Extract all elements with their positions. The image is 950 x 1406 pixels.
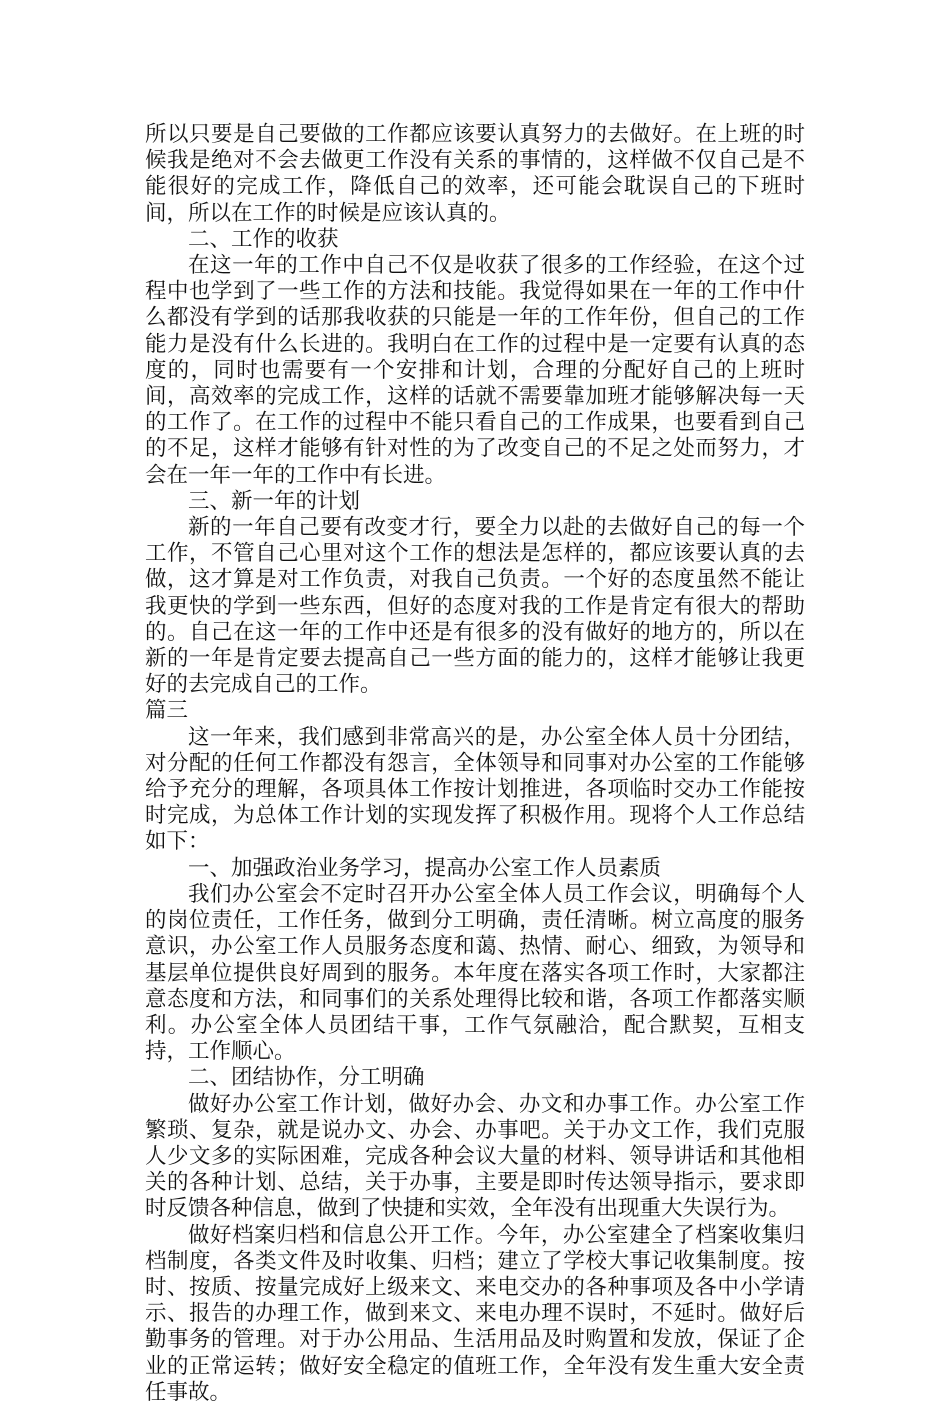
chapter-title: 篇三 <box>145 698 189 724</box>
paragraph-archives: 做好档案归档和信息公开工作。今年，办公室建全了档案收集归档制度，各类文件及时收集、归档；建立了学校大事记收集制度。按时、按质、按量完成好上级来文、来电交办的各种事项及各中小学请示、报告的办理工作，做到来文、来电办理不误时，不延时。做好后勤事务的管理。对于办公用品、生活用品及时购置和发放，保证了企业的正常运转；做好安全稳定的值班工作，全年没有发生重大安全责任事故。 <box>145 1222 805 1405</box>
paragraph-office-work: 做好办公室工作计划，做好办会、办文和办事工作。办公室工作繁琐、复杂，就是说办文、办会、办事吧。关于办文工作，我们克服人少文多的实际困难，完成各种会议大量的材料、领导讲话和其他相关的各种计划、总结，关于办事，主要是即时传达领导指示，要求即时反馈各种信息，做到了快捷和实效，全年没有出现重大失误行为。 <box>145 1091 805 1222</box>
section-heading-political-study: 一、加强政治业务学习，提高办公室工作人员素质 <box>188 855 662 881</box>
paragraph-political-study: 我们办公室会不定时召开办公室全体人员工作会议，明确每个人的岗位责任，工作任务，做到分工明确，责任清晰。树立高度的服务意识，办公室工作人员服务态度和蔼、热情、耐心、细致，为领导和基层单位提供良好周到的服务。本年度在落实各项工作时，大家都注意态度和方法，和同事们的关系处理得比较和谐，各项工作都落实顺利。办公室全体人员团结干事，工作气氛融洽，配合默契，互相支持，工作顺心。 <box>145 881 805 1065</box>
section-heading-work-gains: 二、工作的收获 <box>188 226 339 252</box>
paragraph-new-year-plan: 新的一年自己要有改变才行，要全力以赴的去做好自己的每一个工作，不管自己心里对这个工作的想法是怎样的，都应该要认真的去做，这才算是对工作负责，对我自己负责。一个好的态度虽然不能让我更快的学到一些东西，但好的态度对我的工作是肯定有很大的帮助的。自己在这一年的工作中还是有很多的没有做好的地方的，所以在新的一年是肯定要去提高自己一些方面的能力的，这样才能够让我更好的去完成自己的工作。 <box>145 515 805 698</box>
document-page <box>145 122 805 1406</box>
section-heading-new-year-plan: 三、新一年的计划 <box>188 488 361 514</box>
section-heading-teamwork: 二、团结协作，分工明确 <box>188 1065 425 1091</box>
paragraph-continuation: 所以只要是自己要做的工作都应该要认真努力的去做好。在上班的时候我是绝对不会去做更工作没有关系的事情的，这样做不仅自己是不能很好的完成工作，降低自己的效率，还可能会耽误自己的下班时间，所以在工作的时候是应该认真的。 <box>145 122 805 226</box>
paragraph-intro: 这一年来，我们感到非常高兴的是，办公室全体人员十分团结，对分配的任何工作都没有怨言，全体领导和同事对办公室的工作能够给予充分的理解，各项具体工作按计划推进，各项临时交办工作能按时完成，为总体工作计划的实现发挥了积极作用。现将个人工作总结如下： <box>145 724 805 855</box>
paragraph-work-gains: 在这一年的工作中自己不仅是收获了很多的工作经验，在这个过程中也学到了一些工作的方法和技能。我觉得如果在一年的工作中什么都没有学到的话那我收获的只能是一年的工作年份，但自己的工作能力是没有什么长进的。我明白在工作的过程中是一定要有认真的态度的，同时也需要有一个安排和计划，合理的分配好自己的上班时间，高效率的完成工作，这样的话就不需要靠加班才能够解决每一天的工作了。在工作的过程中不能只看自己的工作成果，也要看到自己的不足，这样才能够有针对性的为了改变自己的不足之处而努力，才会在一年一年的工作中有长进。 <box>145 253 805 488</box>
